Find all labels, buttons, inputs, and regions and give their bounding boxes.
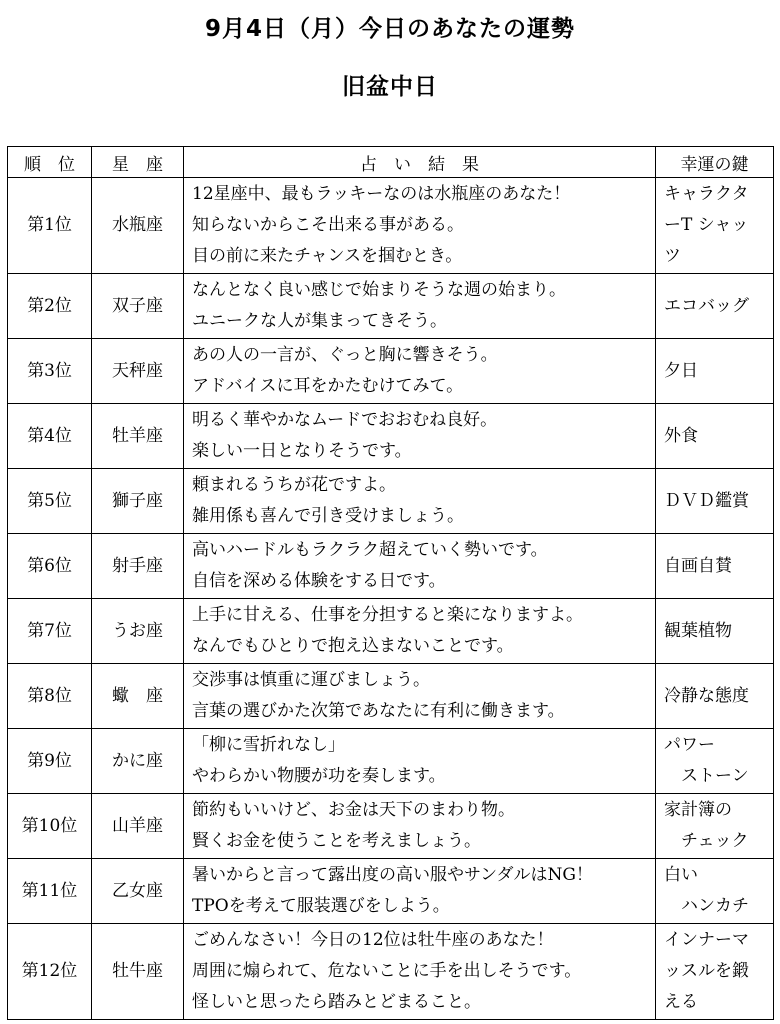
rank-cell: 第3位 [8,339,92,404]
lucky-key-line: ＤＶＤ鑑賞 [664,490,749,511]
result-cell [184,859,656,924]
result-cell [184,339,656,404]
result-line: あの人の一言が、ぐっと胸に響きそう。 [192,345,498,365]
result-line: 怪しいと思ったら踏みとどまること。 [192,992,481,1012]
result-line: 賢くお金を使うことを考えましょう。 [192,831,481,851]
rank-cell: 第11位 [8,859,92,924]
result-line: 高いハードルもラクラク超えていく勢いです。 [192,540,548,560]
sign-cell: 射手座 [92,534,184,599]
result-line: ユニークな人が集まってきそう。 [192,311,447,331]
result-line: 暑いからと言って露出度の高い服やサンダルはNG！ [192,865,593,885]
header-sign: 星 座 [92,147,184,178]
lucky-key-line: 外食 [664,425,698,446]
result-line: 雑用係も喜んで引き受けましょう。 [192,506,464,526]
lucky-key-line: 観葉植物 [664,620,732,641]
result-line: 楽しい一日となりそうです。 [192,441,412,461]
sign-cell: 乙女座 [92,859,184,924]
lucky-key-line: ハンカチ [664,896,749,916]
sign-cell: 双子座 [92,274,184,339]
result-line: 言葉の選びかた次第であなたに有利に働きます。 [192,701,565,721]
result-line: 「柳に雪折れなし」 [192,735,345,755]
sign-cell: 蠍 座 [92,664,184,729]
table-row [8,924,774,1020]
result-line: 自信を深める体験をする日です。 [192,571,446,591]
header-key: 幸運の鍵 [656,147,774,178]
sign-cell: 牡羊座 [92,404,184,469]
result-cell [184,599,656,664]
result-line: 周囲に煽られて、危ないことに手を出しそうです。 [192,961,582,981]
sign-cell: 牡牛座 [92,924,184,1020]
result-cell [184,534,656,599]
sign-cell: 天秤座 [92,339,184,404]
rank-cell: 第4位 [8,404,92,469]
lucky-key-cell [656,274,774,339]
lucky-key-line: 冷静な態度 [664,685,749,706]
lucky-key-line: 自画自賛 [664,555,732,576]
result-line: 頼まれるうちが花ですよ。 [192,475,396,495]
table-row [8,729,774,794]
result-line: アドバイスに耳をかたむけてみて。 [192,376,464,396]
lucky-key-cell [656,924,774,1020]
lucky-key-line: 白い [664,865,698,885]
result-line: 節約もいいけど、お金は天下のまわり物。 [192,800,515,820]
table-row [8,469,774,534]
result-cell [184,794,656,859]
lucky-key-line: ッスルを鍛 [664,961,749,981]
sign-cell: うお座 [92,599,184,664]
rank-cell: 第1位 [8,178,92,274]
rank-cell: 第6位 [8,534,92,599]
lucky-key-line: チェック [664,831,749,851]
lucky-key-line: ストーン [664,766,749,786]
lucky-key-line: ーT シャッ [664,215,749,235]
page-title: 9月4日（月）今日のあなたの運勢 [204,16,575,42]
result-cell [184,729,656,794]
rank-cell: 第2位 [8,274,92,339]
lucky-key-line: パワー [664,735,715,755]
result-line: 交渉事は慎重に運びましょう。 [192,670,430,690]
lucky-key-cell [656,534,774,599]
table-row [8,178,774,274]
result-line: 知らないからこそ出来る事がある。 [192,215,464,235]
sign-cell: 山羊座 [92,794,184,859]
lucky-key-line: える [664,992,698,1012]
lucky-key-line: ツ [664,246,681,266]
lucky-key-line: 夕日 [664,360,698,381]
lucky-key-cell [656,794,774,859]
result-cell [184,469,656,534]
sign-cell: 水瓶座 [92,178,184,274]
table-row [8,664,774,729]
lucky-key-cell [656,664,774,729]
sign-cell: 獅子座 [92,469,184,534]
result-line: なんでもひとりで抱え込まないことです。 [192,636,514,656]
result-line: 明るく華やかなムードでおおむね良好。 [192,410,498,430]
table-row [8,859,774,924]
table-row [8,339,774,404]
result-line: なんとなく良い感じで始まりそうな週の始まり。 [192,280,566,300]
result-cell [184,924,656,1020]
table-header-row [8,147,774,178]
result-line: 上手に甘える、仕事を分担すると楽になりますよ。 [192,605,583,625]
lucky-key-cell [656,178,774,274]
rank-cell: 第10位 [8,794,92,859]
result-line: 目の前に来たチャンスを掴むとき。 [192,246,463,266]
lucky-key-cell [656,339,774,404]
lucky-key-cell [656,599,774,664]
lucky-key-cell [656,729,774,794]
page-subtitle: 旧盆中日 [342,74,438,100]
result-cell [184,404,656,469]
result-cell [184,178,656,274]
lucky-key-line: キャラクタ [664,184,749,204]
result-line: 12星座中、最もラッキーなのは水瓶座のあなた！ [192,184,571,204]
rank-cell: 第7位 [8,599,92,664]
table-row [8,404,774,469]
header-rank: 順 位 [8,147,92,178]
lucky-key-cell [656,859,774,924]
result-line: やわらかい物腰が功を奏します。 [192,766,446,786]
table-row [8,599,774,664]
lucky-key-line: エコバッグ [664,295,749,316]
table-row [8,794,774,859]
rank-cell: 第12位 [8,924,92,1020]
result-line: ごめんなさい！今日の12位は牡牛座のあなた！ [192,930,554,950]
rank-cell: 第8位 [8,664,92,729]
table-row [8,274,774,339]
lucky-key-cell [656,469,774,534]
horoscope-table [7,146,774,1020]
result-cell [184,664,656,729]
rank-cell: 第9位 [8,729,92,794]
result-cell [184,274,656,339]
sign-cell: かに座 [92,729,184,794]
lucky-key-cell [656,404,774,469]
result-line: TPOを考えて服装選びをしよう。 [192,896,450,916]
rank-cell: 第5位 [8,469,92,534]
header-result: 占 い 結 果 [184,147,656,178]
lucky-key-line: 家計簿の [664,800,732,820]
table-row [8,534,774,599]
lucky-key-line: インナーマ [664,930,749,950]
